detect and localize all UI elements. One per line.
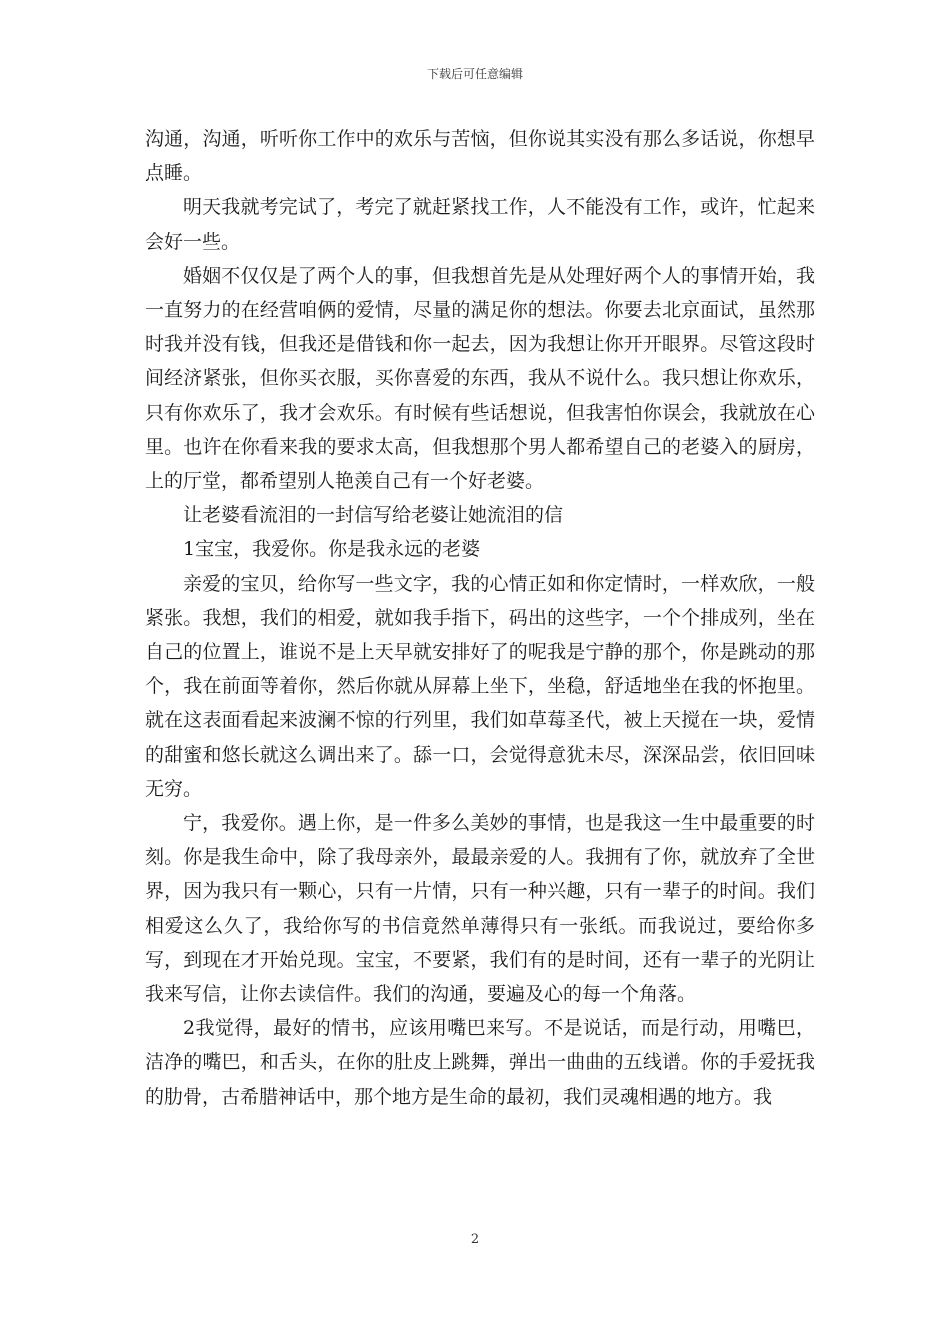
- paragraph: 宁，我爱你。遇上你，是一件多么美妙的事情，也是我这一生中最重要的时刻。你是我生命中，除了我母亲外，最最亲爱的人。我拥有了你，就放弃了全世界，因为我只有一颗心，只有一片情，只有一种兴趣，只有一辈子的时间。我们相爱这么久了，我给你写的书信竟然单薄得只有一张纸。而我说过，要给你多写，到现在才开始兑现。宝宝，不要紧，我们有的是时间，还有一辈子的光阴让我来写信，让你去读信件。我们的沟通，要遍及心的每一个角落。: [145, 812, 815, 1006]
- paragraph-continued: 沟通，沟通，听听你工作中的欢乐与苦恼，但你说其实没有那么多话说，你想早点睡。: [145, 128, 815, 185]
- section-title: 让老婆看流泪的一封信写给老婆让她流泪的信: [183, 504, 564, 527]
- paragraph: 2我觉得，最好的情书，应该用嘴巴来写。不是说话，而是行动，用嘴巴，洁净的嘴巴，和舌头，在你的肚皮上跳舞，弹出一曲曲的五线谱。你的手爱抚我的肋骨，古希腊神话中，那个地方是生命的最初，我们灵魂相遇的地方。我: [145, 1017, 815, 1108]
- paragraph: 明天我就考完试了，考完了就赶紧找工作，人不能没有工作，或许，忙起来会好一些。: [145, 196, 815, 253]
- document-body: [145, 122, 815, 1114]
- section-heading: 1宝宝，我爱你。你是我永远的老婆: [183, 538, 481, 561]
- page-number: 2: [470, 1232, 480, 1247]
- page-header: 下载后可任意编辑: [426, 67, 523, 81]
- paragraph: 亲爱的宝贝，给你写一些文字，我的心情正如和你定情时，一样欢欣，一般紧张。我想，我们的相爱，就如我手指下，码出的这些字，一个个排成列，坐在自己的位置上，谁说不是上天早就安排好了的呢我是宁静的那个，你是跳动的那个，我在前面等着你，然后你就从屏幕上坐下，坐稳，舒适地坐在我的怀抱里。就在这表面看起来波澜不惊的行列里，我们如草莓圣代，被上天搅在一块，爱情的甜蜜和悠长就这么调出来了。舔一口，会觉得意犹未尽，深深品尝，依旧回味无穷。: [145, 572, 815, 800]
- paragraph: 婚姻不仅仅是了两个人的事，但我想首先是从处理好两个人的事情开始，我一直努力的在经营咱俩的爱情，尽量的满足你的想法。你要去北京面试，虽然那时我并没有钱，但我还是借钱和你一起去，因为我想让你开开眼界。尽管这段时间经济紧张，但你买衣服，买你喜爱的东西，我从不说什么。我只想让你欢乐，只有你欢乐了，我才会欢乐。有时候有些话想说，但我害怕你误会，我就放在心里。也许在你看来我的要求太高，但我想那个男人都希望自己的老婆入的厨房，上的厅堂，都希望别人艳羡自己有一个好老婆。: [145, 264, 815, 493]
